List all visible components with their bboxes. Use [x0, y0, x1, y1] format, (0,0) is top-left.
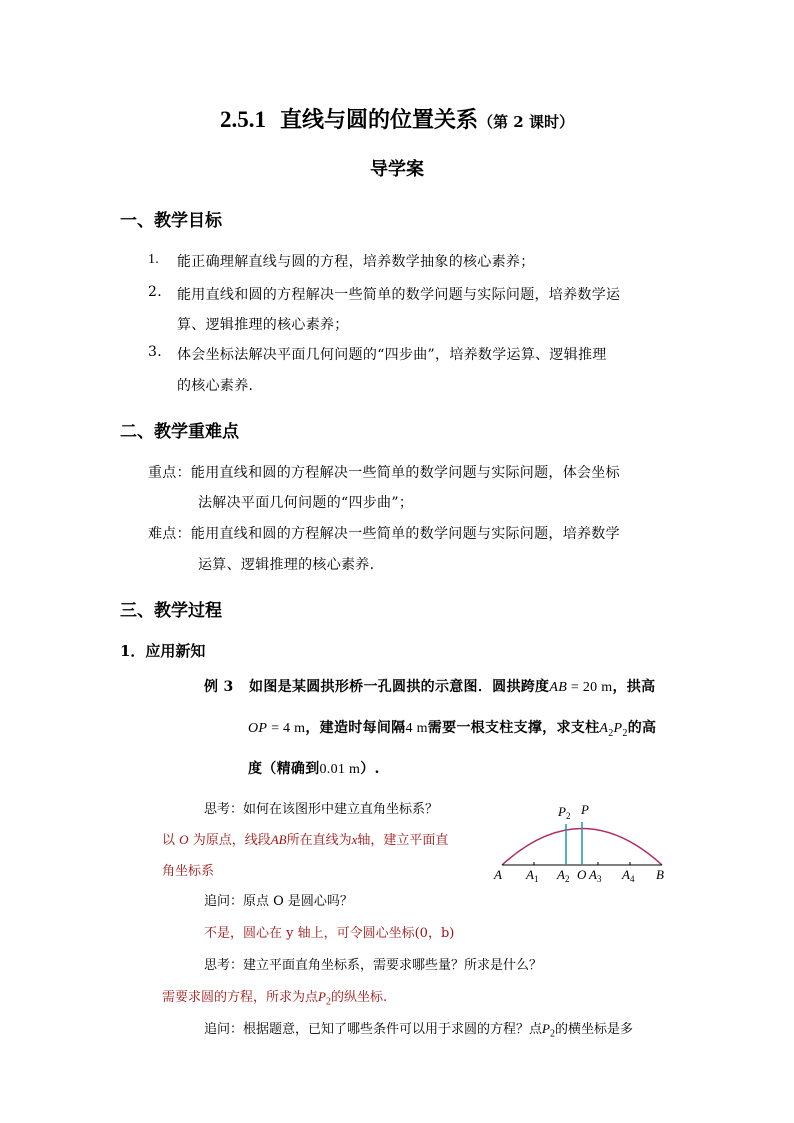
math-sub: 2: [549, 1028, 555, 1040]
example-text: ）.: [360, 761, 380, 777]
math-var: x: [351, 832, 358, 847]
example-text: 需要一根支柱支撑，求支柱: [427, 720, 600, 736]
follow-up-question: [204, 1018, 633, 1040]
answer-text: [162, 829, 448, 848]
section3-heading: 三、教学过程: [120, 601, 222, 621]
list-item-text: 体会坐标法解决平面几何问题的“四步曲”，培养数学运算、逻辑推理: [177, 347, 607, 363]
example-text: 的高: [627, 720, 657, 736]
key-point: 法解决平面几何问题的“四步曲”；: [198, 495, 414, 511]
example-text: ，建造时每间隔: [305, 720, 406, 736]
follow-up-question: 追问：原点 O 是圆心吗？: [204, 894, 353, 909]
title-number: 2.5.1: [220, 107, 267, 132]
label-o: O: [577, 867, 587, 882]
title-main: 直线与圆的位置关系: [280, 107, 479, 133]
label-p2: $P_2$: [558, 804, 571, 821]
arch-bridge-diagram: [490, 800, 680, 890]
list-item-text: 算、逻辑推理的核心素养；: [177, 317, 349, 333]
difficult-point: 运算、逻辑推理的核心素养.: [198, 557, 375, 573]
math-var: A: [599, 721, 609, 736]
page-subtitle: 导学案: [370, 159, 424, 180]
math-var: P: [542, 1021, 550, 1036]
label-a4: $A_4$: [622, 867, 635, 884]
subsection-heading: 1．应用新知: [120, 642, 206, 660]
math-var: P: [318, 989, 326, 1004]
list-item: [148, 251, 159, 268]
question-part: 的横坐标是多: [554, 1022, 633, 1037]
example-text: 度（精确到: [248, 761, 320, 777]
math-val: = 20 m: [567, 680, 613, 695]
question-part: 追问：根据题意，已知了哪些条件可以用于求圆的方程？点: [204, 1022, 543, 1037]
answer-part: 以: [162, 833, 176, 848]
example-text: ，拱高: [612, 679, 656, 695]
math-var: AB: [549, 680, 568, 695]
difficult-point: 难点：能用直线和圆的方程解决一些简单的数学问题与实际问题，培养数学: [148, 526, 620, 542]
example-label: 例 3: [204, 679, 234, 695]
answer-text: 角坐标系: [162, 864, 215, 879]
answer-part: 轴，建立平面直: [357, 833, 449, 848]
label-a1: $A_1$: [526, 867, 539, 884]
list-number: 3.: [148, 344, 162, 360]
math-var: OP: [248, 721, 268, 736]
answer-part: 需要求圆的方程，所求为点: [162, 990, 319, 1005]
math-sub: 2: [622, 727, 628, 739]
list-number: 2.: [148, 284, 162, 300]
answer-part: 的纵坐标.: [330, 990, 388, 1005]
label-b: B: [656, 867, 664, 882]
section2-heading: 二、教学重难点: [120, 422, 239, 442]
math-val: 4 m: [405, 721, 428, 736]
section1-heading: 一、教学目标: [120, 211, 222, 231]
title-sub: （第 2 课时）: [478, 113, 574, 131]
math-val: 0.01 m: [319, 762, 361, 777]
answer-part: 为原点，线段: [192, 833, 271, 848]
label-a: A: [494, 867, 502, 882]
answer-part: 所在直线为: [286, 833, 352, 848]
page-title: [0, 103, 794, 134]
label-p: P: [581, 802, 589, 817]
math-val: = 4 m: [267, 721, 306, 736]
example-line-1: [204, 676, 655, 696]
math-var: O: [179, 832, 189, 847]
example-line-2: [248, 717, 656, 739]
list-number: 1.: [148, 252, 160, 267]
math-var: AB: [270, 832, 287, 847]
example-line-3: [248, 758, 380, 778]
list-item-text: 的核心素养.: [177, 378, 254, 394]
label-a2: $A_2$: [557, 867, 570, 884]
think-question: 思考：建立平面直角坐标系，需要求哪些量？所求是什么？: [204, 958, 543, 973]
example-text: 如图是某圆拱形桥一孔圆拱的示意图．圆拱跨度: [249, 679, 550, 695]
math-var: P: [613, 721, 623, 736]
key-point: 重点：能用直线和圆的方程解决一些简单的数学问题与实际问题，体会坐标: [148, 465, 620, 481]
answer-text: [162, 986, 387, 1008]
think-question: 思考：如何在该图形中建立直角坐标系？: [204, 802, 439, 817]
list-item-text: 能用直线和圆的方程解决一些简单的数学问题与实际问题，培养数学运: [177, 287, 621, 303]
math-sub: 2: [608, 727, 614, 739]
answer-text: 不是，圆心在 y 轴上，可令圆心坐标(0，b): [204, 926, 455, 941]
list-item-text: 能正确理解直线与圆的方程，培养数学抽象的核心素养；: [177, 254, 535, 270]
label-a3: $A_3$: [589, 867, 602, 884]
math-sub: 2: [325, 996, 331, 1008]
